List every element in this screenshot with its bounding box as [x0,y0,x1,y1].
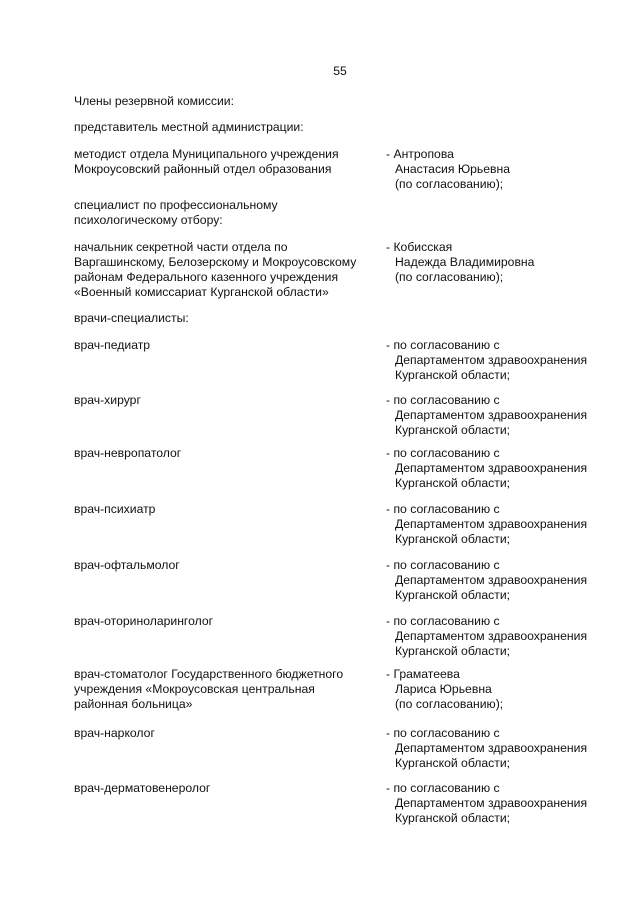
role-line: врач-психиатр [74,502,156,516]
assignee-line: Департаментом здравоохранения [395,796,588,810]
entry-role [74,338,150,353]
role-line: «Военный комиссариат Курганской области» [74,285,329,299]
entry-role [74,558,180,573]
role-line: учреждения «Мокроусовская центральная [74,682,315,696]
admin-representative-label: представитель местной администрации: [74,120,304,134]
assignee-line: - по согласованию с [386,614,500,628]
entry-role [74,240,356,300]
assignee-line: - по согласованию с [386,446,500,460]
role-line: районам Федерального казенного учреждения [74,270,339,284]
assignee-line: Департаментом здравоохранения [395,573,588,587]
entry-role [74,311,189,326]
role-line: районная больница» [74,697,193,711]
assignee-line: - Граматеева [386,667,460,681]
assignee-line: Анастасия Юрьевна [395,162,511,176]
role-line: врач-нарколог [74,726,155,740]
entry-role [74,147,339,177]
assignee-line: Курганской области; [395,644,511,658]
assignee-line: Департаментом здравоохранения [395,353,588,367]
assignee-line: Лариса Юрьевна [395,682,492,696]
role-line: методист отдела Муниципального учреждения [74,147,339,161]
assignee-line: Курганской области; [395,476,511,490]
entry-assignee [386,558,587,603]
entry-assignee [386,393,587,438]
entry-role [74,502,155,517]
entry-assignee [386,781,587,826]
role-line: психологическому отбору: [74,213,223,227]
assignee-line: (по согласованию); [395,270,504,284]
role-line: врачи-специалисты: [74,311,189,325]
role-line: врач-дерматовенеролог [74,781,211,795]
assignee-line: Курганской области; [395,532,511,546]
assignee-line: Курганской области; [395,811,511,825]
assignee-line: Департаментом здравоохранения [395,741,588,755]
assignee-line: - по согласованию с [386,558,500,572]
assignee-line: - по согласованию с [386,338,500,352]
entry-assignee [386,338,587,383]
role-line: начальник секретной части отдела по [74,240,288,254]
assignee-line: Курганской области; [395,423,511,437]
entry-assignee [386,614,587,659]
assignee-line: - Антропова [386,147,454,161]
role-line: специалист по профессиональному [74,198,278,212]
section-heading: Члены резервной комиссии: [74,94,234,108]
entry-assignee [386,147,510,192]
role-line: врач-стоматолог Государственного бюджетного [74,667,344,681]
role-line: врач-офтальмолог [74,558,180,572]
entry-role [74,667,343,712]
assignee-line: - по согласованию с [386,393,500,407]
role-line: врач-педиатр [74,338,151,352]
assignee-line: Департаментом здравоохранения [395,629,588,643]
entry-role [74,446,181,461]
role-line: врач-невропатолог [74,446,182,460]
assignee-line: - по согласованию с [386,502,500,516]
assignee-line: Департаментом здравоохранения [395,517,588,531]
assignee-line: Департаментом здравоохранения [395,408,588,422]
assignee-line: (по согласованию); [395,177,504,191]
entry-role [74,726,155,741]
entry-role [74,781,210,796]
entry-assignee [386,726,587,771]
assignee-line: Курганской области; [395,368,511,382]
assignee-line: - по согласованию с [386,726,500,740]
assignee-line: Надежда Владимировна [395,255,535,269]
assignee-line: Курганской области; [395,588,511,602]
assignee-line: Департаментом здравоохранения [395,461,588,475]
entry-role [74,198,278,228]
role-line: Мокроусовский районный отдел образования [74,162,332,176]
assignee-line: - Кобисская [386,240,453,254]
assignee-line: (по согласованию); [395,697,504,711]
assignee-line: Курганской области; [395,756,511,770]
entry-assignee [386,667,503,712]
assignee-line: - по согласованию с [386,781,500,795]
entry-role [74,614,213,629]
page-number: 55 [333,64,347,78]
role-line: врач-оториноларинголог [74,614,214,628]
entry-assignee [386,502,587,547]
role-line: врач-хирург [74,393,141,407]
entry-assignee [386,240,534,285]
entry-assignee [386,446,587,491]
role-line: Варгашинскому, Белозерскому и Мокроусовскому [74,255,357,269]
entry-role [74,393,141,408]
